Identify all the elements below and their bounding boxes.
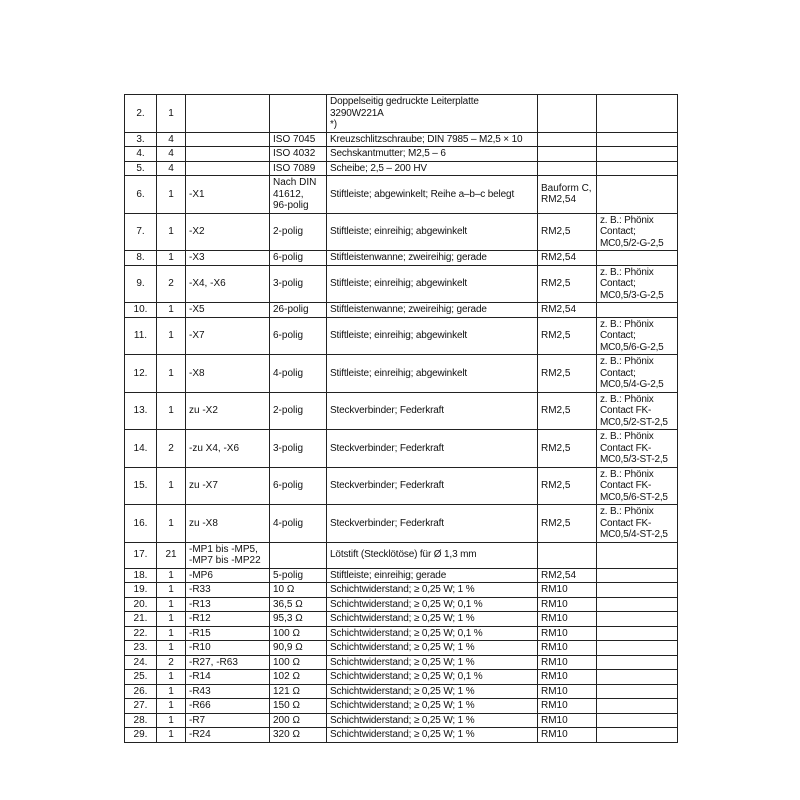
supplier-note-cell: z. B.: Phönix Contact FK- MC0,5/4-ST-2,5: [597, 505, 678, 543]
reference-designator-cell: -R33: [186, 583, 270, 598]
position-number-cell: 10.: [125, 303, 157, 318]
position-number-cell: 5.: [125, 161, 157, 176]
package-grid-cell: [538, 161, 597, 176]
quantity-cell: 1: [157, 303, 186, 318]
position-number-cell: 8.: [125, 251, 157, 266]
quantity-cell: 1: [157, 251, 186, 266]
supplier-note-cell: [597, 655, 678, 670]
reference-designator-cell: [186, 132, 270, 147]
package-grid-cell: RM2,5: [538, 265, 597, 303]
table-row: [125, 684, 678, 699]
package-grid-cell: RM10: [538, 699, 597, 714]
parts-list-table: [124, 94, 678, 743]
part-description-cell: Stiftleiste; einreihig; abgewinkelt: [327, 355, 538, 393]
part-value-cell: 150 Ω: [270, 699, 327, 714]
part-value-cell: 6-polig: [270, 317, 327, 355]
quantity-cell: 1: [157, 467, 186, 505]
part-value-cell: 10 Ω: [270, 583, 327, 598]
table-row: [125, 317, 678, 355]
quantity-cell: 1: [157, 505, 186, 543]
quantity-cell: 4: [157, 132, 186, 147]
position-number-cell: 16.: [125, 505, 157, 543]
package-grid-cell: [538, 147, 597, 162]
reference-designator-cell: -zu X4, -X6: [186, 430, 270, 468]
position-number-cell: 21.: [125, 612, 157, 627]
package-grid-cell: RM2,5: [538, 355, 597, 393]
package-grid-cell: RM10: [538, 583, 597, 598]
part-value-cell: 4-polig: [270, 505, 327, 543]
package-grid-cell: Bauform C, RM2,54: [538, 176, 597, 214]
package-grid-cell: RM2,5: [538, 392, 597, 430]
quantity-cell: 1: [157, 597, 186, 612]
reference-designator-cell: -R43: [186, 684, 270, 699]
package-grid-cell: RM2,54: [538, 303, 597, 318]
package-grid-cell: RM10: [538, 670, 597, 685]
part-value-cell: 5-polig: [270, 568, 327, 583]
quantity-cell: 2: [157, 265, 186, 303]
table-row: [125, 251, 678, 266]
position-number-cell: 24.: [125, 655, 157, 670]
part-description-cell: Scheibe; 2,5 – 200 HV: [327, 161, 538, 176]
quantity-cell: 4: [157, 147, 186, 162]
table-row: [125, 713, 678, 728]
table-row: [125, 542, 678, 568]
reference-designator-cell: -R66: [186, 699, 270, 714]
reference-designator-cell: -R10: [186, 641, 270, 656]
table-row: [125, 147, 678, 162]
supplier-note-cell: [597, 95, 678, 133]
table-row: [125, 655, 678, 670]
reference-designator-cell: [186, 161, 270, 176]
supplier-note-cell: [597, 713, 678, 728]
quantity-cell: 1: [157, 568, 186, 583]
supplier-note-cell: [597, 176, 678, 214]
part-value-cell: ISO 7045: [270, 132, 327, 147]
supplier-note-cell: [597, 251, 678, 266]
package-grid-cell: RM10: [538, 713, 597, 728]
part-value-cell: 102 Ω: [270, 670, 327, 685]
supplier-note-cell: z. B.: Phönix Contact; MC0,5/2-G-2,5: [597, 213, 678, 251]
part-description-cell: Stiftleiste; abgewinkelt; Reihe a–b–c belegt: [327, 176, 538, 214]
table-row: [125, 95, 678, 133]
part-value-cell: 4-polig: [270, 355, 327, 393]
supplier-note-cell: [597, 699, 678, 714]
position-number-cell: 4.: [125, 147, 157, 162]
quantity-cell: 1: [157, 626, 186, 641]
position-number-cell: 12.: [125, 355, 157, 393]
part-description-cell: Schichtwiderstand; ≥ 0,25 W; 1 %: [327, 612, 538, 627]
reference-designator-cell: -R24: [186, 728, 270, 743]
package-grid-cell: RM10: [538, 612, 597, 627]
reference-designator-cell: -X3: [186, 251, 270, 266]
reference-designator-cell: -MP6: [186, 568, 270, 583]
package-grid-cell: RM2,54: [538, 568, 597, 583]
reference-designator-cell: [186, 147, 270, 162]
table-row: [125, 626, 678, 641]
supplier-note-cell: [597, 583, 678, 598]
part-value-cell: ISO 4032: [270, 147, 327, 162]
part-value-cell: 2-polig: [270, 213, 327, 251]
position-number-cell: 13.: [125, 392, 157, 430]
position-number-cell: 25.: [125, 670, 157, 685]
package-grid-cell: [538, 95, 597, 133]
part-value-cell: 320 Ω: [270, 728, 327, 743]
part-value-cell: 90,9 Ω: [270, 641, 327, 656]
part-value-cell: 2-polig: [270, 392, 327, 430]
position-number-cell: 14.: [125, 430, 157, 468]
reference-designator-cell: -X7: [186, 317, 270, 355]
part-value-cell: 3-polig: [270, 430, 327, 468]
reference-designator-cell: -R15: [186, 626, 270, 641]
part-description-cell: Kreuzschlitzschraube; DIN 7985 – M2,5 × 10: [327, 132, 538, 147]
part-value-cell: 100 Ω: [270, 655, 327, 670]
supplier-note-cell: [597, 670, 678, 685]
table-row: [125, 392, 678, 430]
package-grid-cell: RM2,54: [538, 251, 597, 266]
reference-designator-cell: zu -X2: [186, 392, 270, 430]
package-grid-cell: RM10: [538, 641, 597, 656]
parts-list-body: [125, 95, 678, 743]
package-grid-cell: RM10: [538, 626, 597, 641]
part-value-cell: [270, 542, 327, 568]
table-row: [125, 132, 678, 147]
supplier-note-cell: [597, 132, 678, 147]
table-row: [125, 728, 678, 743]
supplier-note-cell: [597, 568, 678, 583]
quantity-cell: 1: [157, 612, 186, 627]
part-description-cell: Stiftleiste; einreihig; abgewinkelt: [327, 265, 538, 303]
quantity-cell: 1: [157, 317, 186, 355]
quantity-cell: 1: [157, 213, 186, 251]
part-value-cell: [270, 95, 327, 133]
table-row: [125, 355, 678, 393]
package-grid-cell: RM2,5: [538, 317, 597, 355]
supplier-note-cell: z. B.: Phönix Contact; MC0,5/4-G-2,5: [597, 355, 678, 393]
quantity-cell: 1: [157, 355, 186, 393]
part-value-cell: 3-polig: [270, 265, 327, 303]
table-row: [125, 161, 678, 176]
table-row: [125, 583, 678, 598]
part-value-cell: ISO 7089: [270, 161, 327, 176]
package-grid-cell: RM10: [538, 684, 597, 699]
position-number-cell: 9.: [125, 265, 157, 303]
position-number-cell: 3.: [125, 132, 157, 147]
part-value-cell: 6-polig: [270, 251, 327, 266]
quantity-cell: 2: [157, 430, 186, 468]
supplier-note-cell: [597, 626, 678, 641]
part-value-cell: 6-polig: [270, 467, 327, 505]
supplier-note-cell: [597, 684, 678, 699]
quantity-cell: 1: [157, 684, 186, 699]
position-number-cell: 11.: [125, 317, 157, 355]
part-description-cell: Schichtwiderstand; ≥ 0,25 W; 1 %: [327, 699, 538, 714]
reference-designator-cell: -MP1 bis -MP5, -MP7 bis -MP22: [186, 542, 270, 568]
reference-designator-cell: -X8: [186, 355, 270, 393]
supplier-note-cell: [597, 728, 678, 743]
quantity-cell: 1: [157, 392, 186, 430]
position-number-cell: 26.: [125, 684, 157, 699]
part-description-cell: Schichtwiderstand; ≥ 0,25 W; 1 %: [327, 684, 538, 699]
part-description-cell: Schichtwiderstand; ≥ 0,25 W; 1 %: [327, 713, 538, 728]
part-description-cell: Stiftleistenwanne; zweireihig; gerade: [327, 303, 538, 318]
quantity-cell: 21: [157, 542, 186, 568]
table-row: [125, 568, 678, 583]
quantity-cell: 1: [157, 713, 186, 728]
reference-designator-cell: -R7: [186, 713, 270, 728]
part-value-cell: 121 Ω: [270, 684, 327, 699]
reference-designator-cell: [186, 95, 270, 133]
reference-designator-cell: -R27, -R63: [186, 655, 270, 670]
supplier-note-cell: [597, 147, 678, 162]
table-row: [125, 467, 678, 505]
table-row: [125, 641, 678, 656]
package-grid-cell: RM2,5: [538, 213, 597, 251]
part-description-cell: Steckverbinder; Federkraft: [327, 505, 538, 543]
position-number-cell: 6.: [125, 176, 157, 214]
quantity-cell: 2: [157, 655, 186, 670]
package-grid-cell: RM10: [538, 728, 597, 743]
part-description-cell: Schichtwiderstand; ≥ 0,25 W; 1 %: [327, 728, 538, 743]
reference-designator-cell: -R14: [186, 670, 270, 685]
table-row: [125, 670, 678, 685]
supplier-note-cell: z. B.: Phönix Contact FK- MC0,5/2-ST-2,5: [597, 392, 678, 430]
reference-designator-cell: -R12: [186, 612, 270, 627]
table-row: [125, 505, 678, 543]
supplier-note-cell: [597, 542, 678, 568]
reference-designator-cell: -R13: [186, 597, 270, 612]
supplier-note-cell: [597, 597, 678, 612]
part-description-cell: Schichtwiderstand; ≥ 0,25 W; 0,1 %: [327, 597, 538, 612]
supplier-note-cell: [597, 303, 678, 318]
supplier-note-cell: [597, 641, 678, 656]
package-grid-cell: RM2,5: [538, 430, 597, 468]
quantity-cell: 1: [157, 670, 186, 685]
quantity-cell: 1: [157, 176, 186, 214]
position-number-cell: 18.: [125, 568, 157, 583]
position-number-cell: 15.: [125, 467, 157, 505]
package-grid-cell: RM10: [538, 655, 597, 670]
position-number-cell: 28.: [125, 713, 157, 728]
table-row: [125, 597, 678, 612]
supplier-note-cell: z. B.: Phönix Contact; MC0,5/6-G-2,5: [597, 317, 678, 355]
package-grid-cell: [538, 132, 597, 147]
part-description-cell: Schichtwiderstand; ≥ 0,25 W; 1 %: [327, 655, 538, 670]
part-description-cell: Steckverbinder; Federkraft: [327, 392, 538, 430]
quantity-cell: 4: [157, 161, 186, 176]
position-number-cell: 2.: [125, 95, 157, 133]
position-number-cell: 23.: [125, 641, 157, 656]
package-grid-cell: RM2,5: [538, 505, 597, 543]
part-description-cell: Schichtwiderstand; ≥ 0,25 W; 0,1 %: [327, 670, 538, 685]
reference-designator-cell: zu -X8: [186, 505, 270, 543]
part-description-cell: Steckverbinder; Federkraft: [327, 430, 538, 468]
part-description-cell: Stiftleistenwanne; zweireihig; gerade: [327, 251, 538, 266]
table-row: [125, 176, 678, 214]
reference-designator-cell: -X4, -X6: [186, 265, 270, 303]
part-description-cell: Sechskantmutter; M2,5 – 6: [327, 147, 538, 162]
position-number-cell: 22.: [125, 626, 157, 641]
part-description-cell: Schichtwiderstand; ≥ 0,25 W; 0,1 %: [327, 626, 538, 641]
part-value-cell: 95,3 Ω: [270, 612, 327, 627]
part-value-cell: Nach DIN 41612, 96-polig: [270, 176, 327, 214]
reference-designator-cell: -X5: [186, 303, 270, 318]
reference-designator-cell: -X1: [186, 176, 270, 214]
part-value-cell: 26-polig: [270, 303, 327, 318]
quantity-cell: 1: [157, 641, 186, 656]
table-row: [125, 265, 678, 303]
part-description-cell: Stiftleiste; einreihig; abgewinkelt: [327, 317, 538, 355]
part-description-cell: Steckverbinder; Federkraft: [327, 467, 538, 505]
supplier-note-cell: z. B.: Phönix Contact; MC0,5/3-G-2,5: [597, 265, 678, 303]
position-number-cell: 27.: [125, 699, 157, 714]
reference-designator-cell: -X2: [186, 213, 270, 251]
supplier-note-cell: z. B.: Phönix Contact FK- MC0,5/6-ST-2,5: [597, 467, 678, 505]
supplier-note-cell: [597, 161, 678, 176]
supplier-note-cell: [597, 612, 678, 627]
package-grid-cell: [538, 542, 597, 568]
quantity-cell: 1: [157, 699, 186, 714]
part-value-cell: 36,5 Ω: [270, 597, 327, 612]
part-description-cell: Stiftleiste; einreihig; abgewinkelt: [327, 213, 538, 251]
position-number-cell: 19.: [125, 583, 157, 598]
table-row: [125, 430, 678, 468]
table-row: [125, 213, 678, 251]
position-number-cell: 29.: [125, 728, 157, 743]
part-description-cell: Doppelseitig gedruckte Leiterplatte 3290W221A *): [327, 95, 538, 133]
part-description-cell: Schichtwiderstand; ≥ 0,25 W; 1 %: [327, 583, 538, 598]
position-number-cell: 20.: [125, 597, 157, 612]
package-grid-cell: RM2,5: [538, 467, 597, 505]
reference-designator-cell: zu -X7: [186, 467, 270, 505]
quantity-cell: 1: [157, 728, 186, 743]
table-row: [125, 303, 678, 318]
position-number-cell: 7.: [125, 213, 157, 251]
part-description-cell: Schichtwiderstand; ≥ 0,25 W; 1 %: [327, 641, 538, 656]
part-description-cell: Stiftleiste; einreihig; gerade: [327, 568, 538, 583]
part-value-cell: 100 Ω: [270, 626, 327, 641]
supplier-note-cell: z. B.: Phönix Contact FK- MC0,5/3-ST-2,5: [597, 430, 678, 468]
part-description-cell: Lötstift (Stecklötöse) für Ø 1,3 mm: [327, 542, 538, 568]
quantity-cell: 1: [157, 95, 186, 133]
position-number-cell: 17.: [125, 542, 157, 568]
table-row: [125, 612, 678, 627]
quantity-cell: 1: [157, 583, 186, 598]
part-value-cell: 200 Ω: [270, 713, 327, 728]
table-row: [125, 699, 678, 714]
package-grid-cell: RM10: [538, 597, 597, 612]
